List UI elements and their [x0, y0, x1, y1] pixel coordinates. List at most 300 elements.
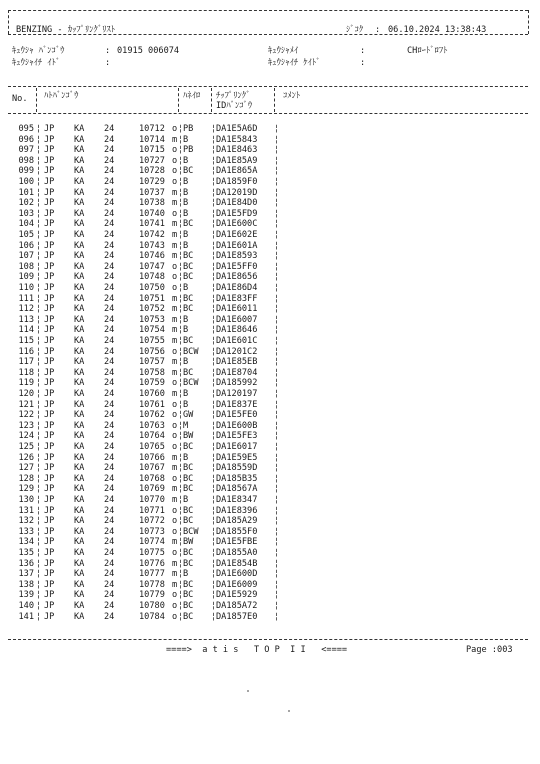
- region-code: KA: [74, 251, 85, 262]
- sex-mark: o: [172, 516, 178, 527]
- column-separator: ¦: [274, 336, 280, 346]
- year: 24: [104, 463, 115, 474]
- ring-number: 10757: [139, 357, 165, 368]
- country-code: JP: [44, 484, 55, 495]
- row-number: 135: [18, 548, 34, 558]
- table-row: [0, 357, 540, 368]
- ring-number: 10771: [139, 505, 165, 516]
- year: 24: [104, 495, 115, 505]
- ring-number: 10712: [139, 124, 165, 134]
- ring-number: 10784: [139, 611, 165, 622]
- sex-mark: m: [172, 495, 178, 505]
- sex-mark: o: [172, 590, 178, 601]
- column-separator: ¦: [178, 134, 184, 145]
- region-code: KA: [74, 579, 85, 590]
- region-code: KA: [74, 134, 85, 145]
- ring-number: 10763: [139, 420, 165, 431]
- sex-mark: o: [172, 526, 178, 537]
- column-separator: ¦: [178, 166, 184, 177]
- ring-number: 10748: [139, 272, 165, 283]
- column-separator: ¦: [211, 124, 217, 134]
- wing-color: B: [183, 187, 189, 198]
- ring-number: 10729: [139, 177, 165, 187]
- column-separator: ¦: [36, 272, 42, 283]
- column-separator: ¦: [178, 420, 184, 431]
- header-col-sep-2: [178, 88, 179, 112]
- region-code: KA: [74, 304, 85, 315]
- ring-number: 10776: [139, 558, 165, 569]
- chip-id: DA1E600B: [216, 420, 258, 431]
- column-separator: ¦: [274, 219, 280, 230]
- column-separator: ¦: [211, 325, 217, 336]
- column-separator: ¦: [178, 325, 184, 336]
- column-separator: ¦: [178, 526, 184, 537]
- row-number: 139: [18, 590, 34, 601]
- region-code: KA: [74, 442, 85, 452]
- row-number: 133: [18, 526, 34, 537]
- column-separator: ¦: [274, 155, 280, 166]
- header-col-sep-1: [36, 88, 37, 112]
- region-code: KA: [74, 431, 85, 442]
- ring-number: 10753: [139, 314, 165, 325]
- region-code: KA: [74, 367, 85, 378]
- wing-color: BC: [183, 611, 194, 622]
- wing-color: B: [183, 230, 189, 240]
- region-code: KA: [74, 357, 85, 368]
- column-separator: ¦: [211, 389, 217, 399]
- column-separator: ¦: [178, 442, 184, 452]
- column-separator: ¦: [274, 134, 280, 145]
- region-code: KA: [74, 558, 85, 569]
- row-number: 114: [18, 325, 34, 336]
- country-code: JP: [44, 579, 55, 590]
- table-row: [0, 410, 540, 421]
- sex-mark: o: [172, 399, 178, 410]
- ring-number: 10773: [139, 526, 165, 537]
- column-separator: ¦: [36, 601, 42, 611]
- sex-mark: m: [172, 452, 178, 463]
- table-row: [0, 368, 540, 379]
- sex-mark: m: [172, 463, 178, 474]
- column-separator: ¦: [36, 484, 42, 495]
- wing-color: B: [183, 198, 189, 209]
- table-row: [0, 156, 540, 167]
- row-number: 121: [18, 399, 34, 410]
- column-separator: ¦: [211, 166, 217, 177]
- footer-banner: ====> a t i s T O P I I <====: [166, 645, 348, 655]
- wing-color: B: [183, 452, 189, 463]
- ring-number: 10760: [139, 389, 165, 399]
- chip-id: DA1E8704: [216, 367, 258, 378]
- country-code: JP: [44, 155, 55, 166]
- region-code: KA: [74, 420, 85, 431]
- column-separator: ¦: [274, 548, 280, 558]
- page-number: Page :003: [466, 645, 513, 655]
- column-separator: ¦: [178, 516, 184, 527]
- table-row: [0, 283, 540, 294]
- column-separator: ¦: [274, 378, 280, 389]
- table-row: [0, 262, 540, 273]
- table-row: [0, 230, 540, 241]
- chip-id: DA1E600C: [216, 219, 258, 230]
- region-code: KA: [74, 145, 85, 156]
- loft-name-value: CHﾛｰﾄﾞﾛﾌﾄ: [407, 46, 448, 56]
- country-code: JP: [44, 134, 55, 145]
- chip-id: DA1E5FE3: [216, 431, 258, 442]
- column-separator: ¦: [274, 420, 280, 431]
- row-number: 117: [18, 357, 34, 368]
- year: 24: [104, 537, 115, 548]
- column-separator: ¦: [211, 155, 217, 166]
- region-code: KA: [74, 526, 85, 537]
- sex-mark: o: [172, 283, 178, 293]
- table-row: [0, 198, 540, 209]
- column-separator: ¦: [36, 452, 42, 463]
- wing-color: BC: [183, 590, 194, 601]
- column-separator: ¦: [274, 357, 280, 368]
- chip-id: DA1E5843: [216, 134, 258, 145]
- year: 24: [104, 590, 115, 601]
- chip-id: DA1E86D4: [216, 283, 258, 293]
- loft-number-label: ｷｭｳｼｬ ﾊﾞﾝｺﾞｳ: [12, 46, 65, 56]
- year: 24: [104, 208, 115, 219]
- column-separator: ¦: [211, 240, 217, 251]
- column-separator: ¦: [178, 283, 184, 293]
- column-separator: ¦: [36, 611, 42, 622]
- chip-id: DA185A72: [216, 601, 258, 611]
- year: 24: [104, 166, 115, 177]
- column-separator: ¦: [274, 516, 280, 527]
- region-code: KA: [74, 187, 85, 198]
- region-code: KA: [74, 601, 85, 611]
- chip-id: DA1E8463: [216, 145, 258, 156]
- column-separator: ¦: [178, 272, 184, 283]
- row-number: 101: [18, 187, 34, 198]
- wing-color: B: [183, 325, 189, 336]
- wing-color: BC: [183, 442, 194, 452]
- ring-number: 10756: [139, 346, 165, 357]
- column-separator: ¦: [36, 442, 42, 452]
- ring-number: 10742: [139, 230, 165, 240]
- row-number: 102: [18, 198, 34, 209]
- chip-id: DA1E85A9: [216, 155, 258, 166]
- wing-color: BC: [183, 601, 194, 611]
- year: 24: [104, 505, 115, 516]
- table-row: [0, 135, 540, 146]
- sex-mark: m: [172, 219, 178, 230]
- table-row: [0, 527, 540, 538]
- ring-number: 10769: [139, 484, 165, 495]
- row-number: 126: [18, 452, 34, 463]
- wing-color: BC: [183, 251, 194, 262]
- country-code: JP: [44, 124, 55, 134]
- column-separator: ¦: [274, 558, 280, 569]
- row-number: 132: [18, 516, 34, 527]
- latitude-colon: :: [105, 58, 111, 68]
- chip-id: DA1E8347: [216, 495, 258, 505]
- column-separator: ¦: [178, 505, 184, 516]
- column-separator: ¦: [274, 208, 280, 219]
- wing-color: M: [183, 420, 189, 431]
- country-code: JP: [44, 378, 55, 389]
- column-separator: ¦: [211, 219, 217, 230]
- wing-color: B: [183, 389, 189, 399]
- sex-mark: m: [172, 569, 178, 580]
- country-code: JP: [44, 548, 55, 558]
- table-row: [0, 219, 540, 230]
- column-separator: ¦: [178, 558, 184, 569]
- chip-id: DA1E5929: [216, 590, 258, 601]
- chip-id: DA1E854B: [216, 558, 258, 569]
- country-code: JP: [44, 389, 55, 399]
- row-number: 136: [18, 558, 34, 569]
- sex-mark: o: [172, 431, 178, 442]
- column-separator: ¦: [178, 124, 184, 134]
- report-timestamp: 06.10.2024 13:38:43: [388, 25, 487, 35]
- column-separator: ¦: [178, 314, 184, 325]
- column-separator: ¦: [274, 579, 280, 590]
- ring-number: 10762: [139, 410, 165, 421]
- region-code: KA: [74, 293, 85, 304]
- chip-id: DA18559D: [216, 463, 258, 474]
- row-number: 100: [18, 177, 34, 187]
- row-number: 110: [18, 283, 34, 293]
- region-code: KA: [74, 505, 85, 516]
- column-separator: ¦: [274, 611, 280, 622]
- column-separator: ¦: [178, 219, 184, 230]
- country-code: JP: [44, 325, 55, 336]
- column-separator: ¦: [274, 399, 280, 410]
- column-separator: ¦: [36, 124, 42, 134]
- column-separator: ¦: [178, 537, 184, 548]
- table-header-top-rule: [8, 86, 528, 87]
- wing-color: BC: [183, 261, 194, 272]
- column-separator: ¦: [211, 251, 217, 262]
- column-separator: ¦: [274, 314, 280, 325]
- column-separator: ¦: [211, 579, 217, 590]
- year: 24: [104, 548, 115, 558]
- column-separator: ¦: [211, 198, 217, 209]
- chip-id: DA1857E0: [216, 611, 258, 622]
- row-number: 137: [18, 569, 34, 580]
- column-separator: ¦: [211, 548, 217, 558]
- col-header-chip-ring-line2: IDﾊﾞﾝｺﾞｳ: [216, 101, 253, 111]
- ring-number: 10715: [139, 145, 165, 156]
- sex-mark: m: [172, 579, 178, 590]
- year: 24: [104, 601, 115, 611]
- table-row: [0, 569, 540, 580]
- time-label: ｼﾞｺｸ: [346, 25, 364, 35]
- ring-number: 10779: [139, 590, 165, 601]
- column-separator: ¦: [274, 442, 280, 452]
- sex-mark: m: [172, 134, 178, 145]
- year: 24: [104, 526, 115, 537]
- column-separator: ¦: [36, 187, 42, 198]
- column-separator: ¦: [178, 251, 184, 262]
- region-code: KA: [74, 198, 85, 209]
- country-code: JP: [44, 367, 55, 378]
- column-separator: ¦: [36, 336, 42, 346]
- year: 24: [104, 367, 115, 378]
- column-separator: ¦: [36, 198, 42, 209]
- year: 24: [104, 124, 115, 134]
- column-separator: ¦: [211, 261, 217, 272]
- column-separator: ¦: [211, 537, 217, 548]
- wing-color: B: [183, 357, 189, 368]
- chip-id: DA1E5FBE: [216, 537, 258, 548]
- column-separator: ¦: [274, 187, 280, 198]
- region-code: KA: [74, 314, 85, 325]
- row-number: 107: [18, 251, 34, 262]
- row-number: 109: [18, 272, 34, 283]
- wing-color: B: [183, 134, 189, 145]
- table-row: [0, 506, 540, 517]
- country-code: JP: [44, 198, 55, 209]
- row-number: 138: [18, 579, 34, 590]
- country-code: JP: [44, 357, 55, 368]
- column-separator: ¦: [274, 261, 280, 272]
- table-header-bottom-rule: [8, 113, 528, 114]
- chip-id: DA1E5FE0: [216, 410, 258, 421]
- header-bottom-rule: [8, 34, 528, 35]
- country-code: JP: [44, 166, 55, 177]
- ring-number: 10758: [139, 367, 165, 378]
- table-row: [0, 336, 540, 347]
- column-separator: ¦: [178, 367, 184, 378]
- year: 24: [104, 198, 115, 209]
- column-separator: ¦: [36, 240, 42, 251]
- column-separator: ¦: [274, 293, 280, 304]
- column-separator: ¦: [211, 431, 217, 442]
- column-separator: ¦: [274, 177, 280, 187]
- column-separator: ¦: [178, 410, 184, 421]
- wing-color: BC: [183, 463, 194, 474]
- ring-number: 10751: [139, 293, 165, 304]
- column-separator: ¦: [274, 410, 280, 421]
- wing-color: BC: [183, 473, 194, 484]
- column-separator: ¦: [36, 134, 42, 145]
- row-number: 128: [18, 473, 34, 484]
- column-separator: ¦: [178, 389, 184, 399]
- table-row: [0, 124, 540, 135]
- col-header-comment: ｺﾒﾝﾄ: [283, 91, 301, 101]
- country-code: JP: [44, 240, 55, 251]
- row-number: 115: [18, 336, 34, 346]
- row-number: 105: [18, 230, 34, 240]
- chip-id: DA1855F0: [216, 526, 258, 537]
- wing-color: BC: [183, 579, 194, 590]
- sex-mark: o: [172, 548, 178, 558]
- table-row: [0, 474, 540, 485]
- chip-id: DA1E6011: [216, 304, 258, 315]
- country-code: JP: [44, 442, 55, 452]
- year: 24: [104, 611, 115, 622]
- chip-id: DA1E837E: [216, 399, 258, 410]
- country-code: JP: [44, 177, 55, 187]
- chip-id: DA1E865A: [216, 166, 258, 177]
- column-separator: ¦: [36, 505, 42, 516]
- row-number: 116: [18, 346, 34, 357]
- table-row: [0, 580, 540, 591]
- column-separator: ¦: [178, 601, 184, 611]
- ring-number: 10772: [139, 516, 165, 527]
- sex-mark: o: [172, 261, 178, 272]
- header-col-sep-3: [211, 88, 212, 112]
- column-separator: ¦: [178, 240, 184, 251]
- chip-id: DA1E6009: [216, 579, 258, 590]
- column-separator: ¦: [36, 325, 42, 336]
- wing-color: BC: [183, 558, 194, 569]
- sex-mark: m: [172, 230, 178, 240]
- country-code: JP: [44, 314, 55, 325]
- region-code: KA: [74, 124, 85, 134]
- wing-color: PB: [183, 124, 194, 134]
- column-separator: ¦: [211, 484, 217, 495]
- row-number: 099: [18, 166, 34, 177]
- column-separator: ¦: [36, 410, 42, 421]
- col-header-no: No.: [12, 94, 28, 104]
- table-row: [0, 188, 540, 199]
- table-row: [0, 304, 540, 315]
- wing-color: BC: [183, 219, 194, 230]
- region-code: KA: [74, 611, 85, 622]
- region-code: KA: [74, 548, 85, 558]
- column-separator: ¦: [211, 272, 217, 283]
- column-separator: ¦: [36, 569, 42, 580]
- col-header-chip-ring-line1: ﾁｯﾌﾟﾘﾝｸﾞ: [216, 91, 251, 101]
- wing-color: BC: [183, 367, 194, 378]
- latitude-label: ｷｭｳｼｬｲﾁ ｲﾄﾞ: [12, 58, 61, 68]
- country-code: JP: [44, 293, 55, 304]
- year: 24: [104, 558, 115, 569]
- year: 24: [104, 569, 115, 580]
- region-code: KA: [74, 219, 85, 230]
- column-separator: ¦: [36, 495, 42, 505]
- column-separator: ¦: [274, 431, 280, 442]
- year: 24: [104, 187, 115, 198]
- country-code: JP: [44, 516, 55, 527]
- chip-id: DA1E8646: [216, 325, 258, 336]
- column-separator: ¦: [274, 389, 280, 399]
- year: 24: [104, 283, 115, 293]
- column-separator: ¦: [274, 495, 280, 505]
- sex-mark: m: [172, 293, 178, 304]
- column-separator: ¦: [211, 526, 217, 537]
- column-separator: ¦: [178, 177, 184, 187]
- column-separator: ¦: [178, 145, 184, 156]
- wing-color: B: [183, 177, 189, 187]
- country-code: JP: [44, 261, 55, 272]
- table-row: [0, 315, 540, 326]
- column-separator: ¦: [36, 261, 42, 272]
- ring-number: 10740: [139, 208, 165, 219]
- year: 24: [104, 399, 115, 410]
- ring-number: 10766: [139, 452, 165, 463]
- chip-id: DA1E83FF: [216, 293, 258, 304]
- sex-mark: m: [172, 325, 178, 336]
- time-colon: :: [375, 25, 381, 35]
- country-code: JP: [44, 601, 55, 611]
- row-number: 131: [18, 505, 34, 516]
- year: 24: [104, 420, 115, 431]
- column-separator: ¦: [178, 495, 184, 505]
- column-separator: ¦: [274, 145, 280, 156]
- wing-color: BCW: [183, 378, 199, 389]
- year: 24: [104, 304, 115, 315]
- column-separator: ¦: [211, 208, 217, 219]
- column-separator: ¦: [178, 473, 184, 484]
- table-row: [0, 389, 540, 400]
